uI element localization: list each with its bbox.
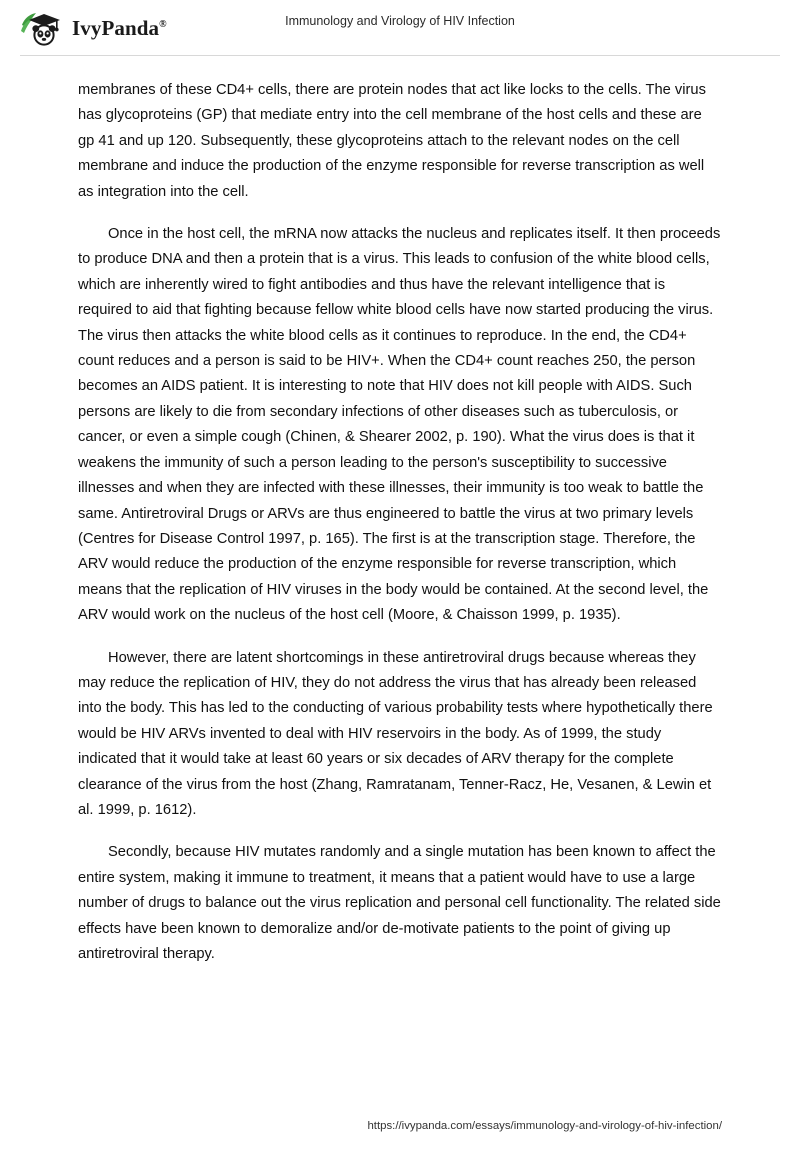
document-body [0,56,800,967]
paragraph-3: However, there are latent shortcomings in these antiretroviral drugs because whereas they may reduce the replication of HIV, they do not address the virus that has already been released into the body. This has led to the conducting of various probability tests where hypothetically there would be HIV ARVs invented to deal with HIV reservoirs in the body. As of 1999, the study indicated that it would take at least 60 years or six decades of ARV therapy for the complete clearance of the virus from the host (Zhang, Ramratanam, Tenner-Racz, He, Vesanen, & Lewin et al. 1999, p. 1612). [78,649,713,818]
header-divider [20,55,780,56]
paragraph-1: membranes of these CD4+ cells, there are protein nodes that act like locks to the cells. The virus has glycoproteins (GP) that mediate entry into the cell membrane of the host cells and these are gp 41 and up 120. Subsequently, these glycoproteins attach to the relevant nodes on the cell membrane and induce the production of the enzyme responsible for reverse transcription as well as integration into the cell. [78,82,706,200]
paragraph-4: Secondly, because HIV mutates randomly and a single mutation has been known to affect the entire system, making it immune to treatment, it means that a patient would have to use a large number of drugs to balance out the virus replication and personal cell functionality. The related side effects have been known to demoralize and/or de-motivate patients to the point of giving up antiretroviral therapy. [78,844,721,962]
page-header [0,0,800,56]
brand-name-text: IvyPanda [72,15,160,40]
page-footer [0,1116,800,1134]
registered-mark: ® [159,18,167,30]
page-title: Immunology and Virology of HIV Infection [285,14,515,28]
paragraph-2: Once in the host cell, the mRNA now attacks the nucleus and replicates itself. It then proceeds to produce DNA and then a protein that is a virus. This leads to confusion of the white blood cells, which are inherently wired to fight antibodies and thus have the relevant intelligence that is required to aid that fighting because fellow white blood cells have now started producing the virus. The virus then attacks the white blood cells as it continues to reproduce. In the end, the CD4+ count reduces and a person is said to be HIV+. When the CD4+ count reaches 250, the person becomes an AIDS patient. It is interesting to note that HIV does not kill people with AIDS. Such persons are likely to die from secondary infections of other diseases such as tuberculosis, or cancer, or even a simple cough (Chinen, & Shearer 2002, p. 190). What the virus does is that it weakens the immunity of such a person leading to the person's susceptibility to successive illnesses and when they are infected with these illnesses, their immunity is too weak to battle the same. Antiretroviral Drugs or ARVs are thus engineered to battle the virus at two primary levels (Centres for Disease Control 1997, p. 165). The first is at the transcription stage. Therefore, the ARV would reduce the production of the enzyme responsible for reverse transcription, which means that the replication of HIV viruses in the body would be contained. At the second level, the ARV would work on the nucleus of the host cell (Moore, & Chaisson 1999, p. 1935). [78,226,721,624]
source-url-link[interactable]: https://ivypanda.com/essays/immunology-and-virology-of-hiv-infection/ [367,1120,722,1132]
